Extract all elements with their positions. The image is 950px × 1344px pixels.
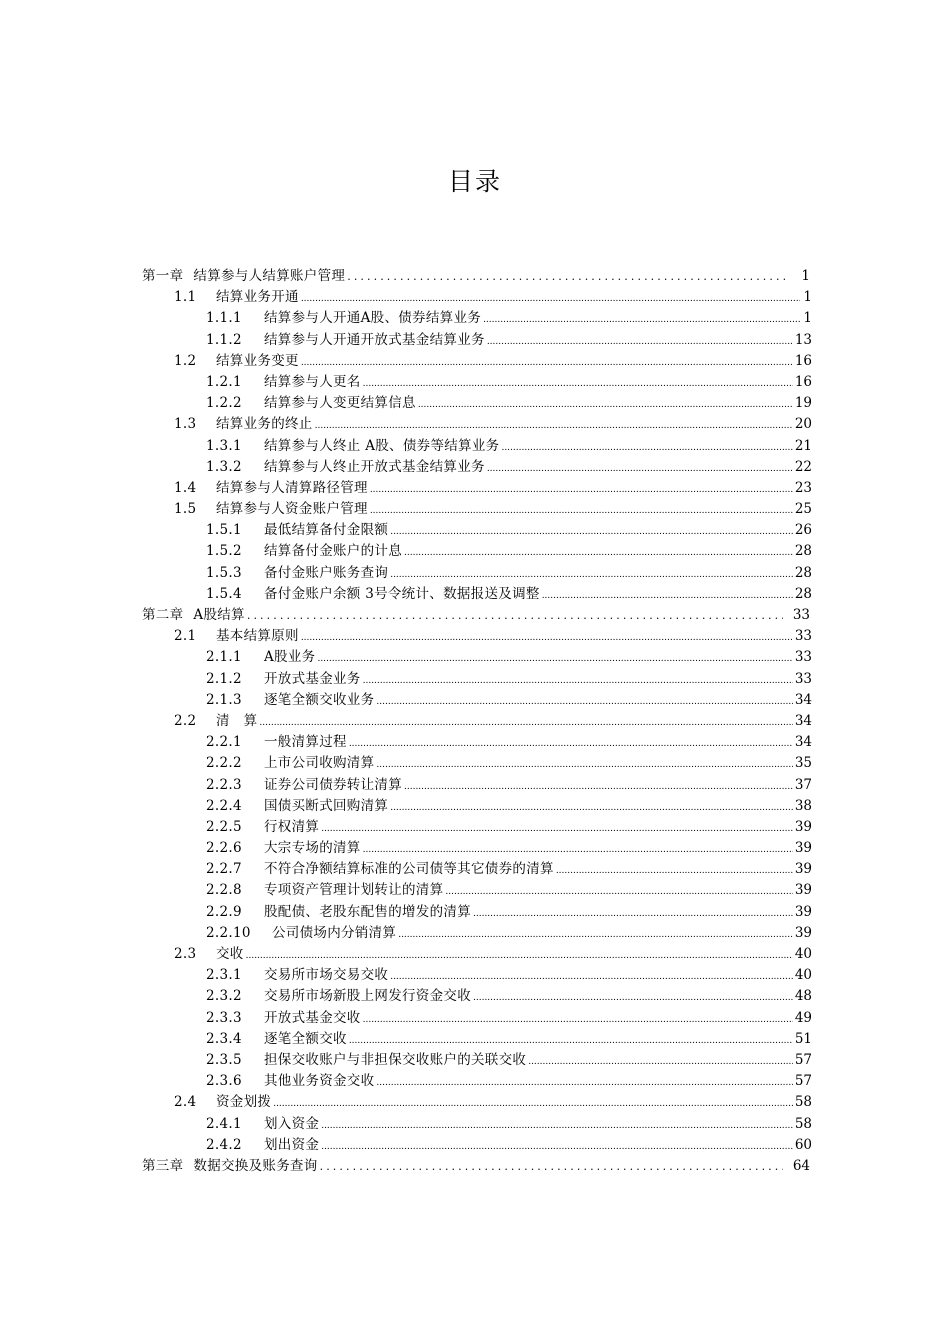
toc-page-number: 1 — [803, 289, 812, 306]
toc-entry[interactable] — [142, 775, 812, 796]
toc-entry[interactable] — [142, 393, 812, 414]
toc-entry-number: 2.2.1 — [206, 734, 242, 751]
toc-entry[interactable] — [142, 541, 812, 562]
toc-entry-title: 结算参与人资金账户管理 — [216, 501, 368, 518]
toc-entry-label — [174, 626, 299, 647]
toc-entry[interactable] — [142, 478, 812, 499]
toc-entry-label — [206, 1071, 374, 1092]
toc-entry-title: 结算参与人开通开放式基金结算业务 — [264, 331, 485, 348]
toc-entry-title: 交收 — [216, 946, 244, 962]
toc-entry-number: 2.2.5 — [206, 818, 242, 835]
toc-dot-leader — [483, 308, 800, 331]
toc-entry-title: 资金划拨 — [216, 1094, 272, 1111]
toc-dot-leader — [363, 372, 793, 395]
toc-entry-label — [206, 690, 374, 711]
toc-entry-title: 国债买断式回购清算 — [264, 797, 389, 814]
toc-entry-number: 1.5.2 — [206, 543, 242, 560]
toc-page-number: 22 — [794, 458, 812, 475]
toc-chapter-entry[interactable] — [142, 605, 812, 626]
toc-entry-label — [206, 1050, 526, 1071]
toc-entry[interactable] — [142, 880, 812, 901]
toc-entry-title: 交易所市场交易交收 — [264, 967, 389, 984]
toc-dot-leader — [376, 690, 792, 713]
toc-dot-leader — [404, 775, 793, 798]
toc-entry-number: 2.3.5 — [206, 1051, 242, 1068]
toc-entry[interactable] — [142, 986, 812, 1007]
toc-entry-title: 行权清算 — [264, 818, 320, 835]
toc-entry-number: 1.3 — [174, 416, 197, 433]
toc-entry-number: 1.3.1 — [206, 437, 242, 454]
toc-entry-label — [174, 1092, 271, 1113]
toc-entry-title: 结算参与人终止 A股、债券等结算业务 — [264, 437, 500, 454]
toc-dot-leader — [528, 1050, 793, 1073]
toc-entry[interactable] — [142, 584, 812, 605]
toc-entry-title: 大宗专场的清算 — [264, 840, 361, 857]
toc-page-number: 57 — [794, 1073, 812, 1090]
toc-entry-label — [206, 859, 554, 880]
toc-dot-leader — [404, 541, 793, 564]
toc-entry[interactable] — [142, 923, 812, 944]
toc-page-number: 28 — [794, 564, 812, 581]
toc-entry-label — [174, 478, 368, 499]
toc-entry-label — [206, 775, 402, 796]
toc-dot-leader — [390, 796, 793, 819]
toc-entry[interactable] — [142, 626, 812, 647]
toc-page-number: 33 — [794, 628, 812, 645]
toc-entry[interactable] — [142, 1071, 812, 1092]
toc-entry-label — [206, 1114, 319, 1135]
toc-entry-number: 1.2.1 — [206, 373, 242, 390]
toc-entry[interactable] — [142, 372, 812, 393]
toc-page-number: 33 — [792, 607, 810, 623]
toc-entry-number: 2.4 — [174, 1094, 197, 1111]
toc-entry[interactable] — [142, 1092, 812, 1113]
toc-entry[interactable] — [142, 457, 812, 478]
toc-entry-label — [206, 1029, 347, 1050]
toc-page-number: 1 — [803, 310, 812, 327]
toc-entry-title: 结算参与人变更结算信息 — [264, 395, 416, 412]
toc-page-number: 34 — [794, 734, 812, 751]
toc-dot-leader — [501, 436, 792, 459]
toc-page-number: 57 — [794, 1051, 812, 1068]
toc-entry[interactable] — [142, 859, 812, 880]
toc-entry-label — [206, 1135, 319, 1156]
toc-entry-label — [206, 372, 361, 393]
toc-page-number: 16 — [794, 352, 812, 369]
toc-entry-label — [206, 669, 361, 690]
toc-dot-leader — [390, 563, 793, 586]
toc-entry[interactable] — [142, 1135, 812, 1156]
toc-entry[interactable] — [142, 817, 812, 838]
toc-entry-number: 1.5.1 — [206, 522, 242, 539]
toc-entry-number: 1.1.2 — [206, 331, 242, 348]
toc-entry[interactable] — [142, 520, 812, 541]
toc-dot-leader — [317, 647, 792, 670]
toc-entry-title: 结算参与人终止开放式基金结算业务 — [264, 458, 485, 475]
toc-entry-number: 2.2.7 — [206, 861, 242, 878]
toc-entry-label — [206, 986, 471, 1007]
toc-dot-leader — [473, 902, 793, 925]
toc-entry-title: 一般清算过程 — [264, 734, 347, 751]
toc-page-number: 58 — [794, 1115, 812, 1132]
toc-page-number: 39 — [794, 882, 812, 899]
toc-entry-number: 2.1.1 — [206, 649, 242, 666]
toc-entry[interactable] — [142, 287, 812, 308]
toc-page-number: 35 — [794, 755, 812, 772]
toc-entry-label — [206, 923, 396, 944]
toc-dot-leader — [376, 753, 792, 776]
toc-page-number: 64 — [792, 1157, 810, 1174]
toc-dot-leader — [473, 986, 793, 1009]
toc-dot-leader — [247, 605, 783, 626]
toc-page-number: 23 — [794, 479, 812, 496]
toc-dot-leader — [418, 393, 793, 416]
toc-entry[interactable] — [142, 1114, 812, 1135]
toc-entry-label — [174, 351, 299, 372]
toc-entry-number: 2.2.8 — [206, 882, 242, 899]
toc-dot-leader — [349, 1029, 793, 1052]
toc-dot-leader — [370, 478, 793, 501]
toc-entry-title: 结算参与人清算路径管理 — [216, 479, 368, 496]
toc-entry-number: 第三章 — [142, 1157, 184, 1174]
toc-entry-title: 上市公司收购清算 — [264, 755, 375, 772]
toc-entry-title: 开放式基金交收 — [264, 1009, 361, 1026]
toc-entry[interactable] — [142, 796, 812, 817]
toc-entry-title: 划入资金 — [264, 1115, 320, 1132]
toc-entry[interactable] — [142, 753, 812, 774]
toc-entry[interactable] — [142, 1029, 812, 1050]
toc-entry-label — [142, 1156, 318, 1177]
toc-entry-number: 2.2.10 — [206, 924, 251, 941]
toc-entry-number: 1.3.2 — [206, 458, 242, 475]
toc-entry-number: 2.1.2 — [206, 670, 242, 687]
toc-entry-title: 公司债场内分销清算 — [272, 924, 397, 941]
toc-entry-title: 专项资产管理计划转让的清算 — [264, 882, 444, 899]
toc-entry-number: 1.2.2 — [206, 395, 242, 412]
toc-entry-title: 划出资金 — [264, 1136, 320, 1153]
toc-entry[interactable] — [142, 902, 812, 923]
toc-dot-leader — [370, 499, 793, 522]
toc-page-number: 39 — [794, 903, 812, 920]
toc-entry[interactable] — [142, 732, 812, 753]
toc-dot-leader — [246, 944, 793, 967]
toc-entry-label — [206, 732, 347, 753]
toc-entry-title: 逐笔全额交收业务 — [264, 691, 375, 708]
toc-entry-title: 结算业务的终止 — [216, 416, 313, 433]
toc-entry-title: 结算业务开通 — [216, 289, 299, 306]
toc-dot-leader — [363, 669, 793, 692]
toc-dot-leader — [542, 584, 793, 607]
toc-entry-label — [142, 266, 345, 287]
toc-page-number: 13 — [794, 331, 812, 348]
toc-entry-title: A股结算 — [193, 607, 245, 623]
toc-entry[interactable] — [142, 690, 812, 711]
toc-dot-leader — [273, 1092, 793, 1115]
toc-page-number: 58 — [794, 1094, 812, 1111]
toc-entry[interactable] — [142, 499, 812, 520]
toc-entry-number: 1.5.3 — [206, 564, 242, 581]
toc-entry[interactable] — [142, 1050, 812, 1071]
toc-entry-title: 结算业务变更 — [216, 352, 299, 369]
toc-chapter-entry[interactable] — [142, 1156, 812, 1177]
toc-entry-label — [206, 308, 481, 329]
toc-entry-number: 第一章 — [142, 268, 184, 284]
toc-dot-leader — [301, 287, 800, 310]
toc-dot-leader — [390, 520, 793, 543]
toc-entry[interactable] — [142, 436, 812, 457]
toc-dot-leader — [363, 1008, 793, 1031]
toc-page-number: 20 — [794, 416, 812, 433]
toc-entry-label — [206, 457, 485, 478]
toc-entry-number: 1.5 — [174, 501, 197, 518]
toc-entry-number: 2.2.4 — [206, 797, 242, 814]
toc-entry-title: 备付金账户账务查询 — [264, 564, 389, 581]
toc-page-number: 49 — [794, 1009, 812, 1026]
toc-dot-leader — [487, 457, 793, 480]
toc-entry-title: A股业务 — [264, 649, 316, 666]
toc-entry-title: 逐笔全额交收 — [264, 1030, 347, 1047]
toc-entry-title: 结算参与人结算账户管理 — [193, 268, 346, 284]
toc-entry-label — [174, 414, 313, 435]
toc-dot-leader — [347, 266, 790, 287]
toc-dot-leader — [349, 732, 793, 755]
toc-dot-leader — [556, 859, 793, 882]
toc-page-number: 21 — [794, 437, 812, 454]
toc-entry-number: 2.2.2 — [206, 755, 242, 772]
toc-entry-label — [206, 753, 374, 774]
toc-entry-label — [174, 711, 257, 732]
toc-page-number: 28 — [794, 585, 812, 602]
page-title: 目录 — [447, 167, 502, 196]
toc-entry-label — [206, 880, 443, 901]
toc-entry-number: 1.5.4 — [206, 585, 242, 602]
toc-page-number: 1 — [801, 268, 810, 284]
toc-dot-leader — [487, 330, 793, 353]
toc-page-number: 34 — [794, 691, 812, 708]
toc-page-number: 28 — [794, 543, 812, 560]
toc-page-number: 33 — [794, 649, 812, 666]
toc-entry-number: 2.2 — [174, 712, 197, 729]
toc-page-number: 25 — [794, 501, 812, 518]
toc-entry-title: 结算参与人开通A股、债券结算业务 — [264, 310, 482, 327]
toc-entry[interactable] — [142, 308, 812, 329]
toc-entry-title: 担保交收账户与非担保交收账户的关联交收 — [264, 1051, 527, 1068]
toc-dot-leader — [301, 626, 793, 649]
toc-chapter-entry[interactable] — [142, 266, 812, 287]
toc-entry-number: 2.4.2 — [206, 1136, 242, 1153]
toc-entry-label — [206, 584, 540, 605]
toc-entry-label — [206, 796, 388, 817]
toc-entry-number: 1.1.1 — [206, 310, 242, 327]
toc-entry-number: 2.3.3 — [206, 1009, 242, 1026]
toc-entry-title: 结算备付金账户的计息 — [264, 543, 402, 560]
toc-entry-number: 2.2.6 — [206, 840, 242, 857]
toc-entry-title: 股配债、老股东配售的增发的清算 — [264, 903, 471, 920]
toc-entry-number: 2.1.3 — [206, 691, 242, 708]
toc-entry[interactable] — [142, 669, 812, 690]
toc-entry-number: 第二章 — [142, 607, 184, 623]
toc-dot-leader — [321, 1135, 793, 1158]
toc-dot-leader — [321, 817, 793, 840]
toc-entry-title: 最低结算备付金限额 — [264, 522, 389, 539]
toc-dot-leader — [301, 351, 793, 374]
toc-entry-label — [174, 287, 299, 308]
toc-entry-number: 2.4.1 — [206, 1115, 242, 1132]
toc-dot-leader — [320, 1156, 783, 1177]
toc-entry-label — [174, 499, 368, 520]
toc-entry-title: 其他业务资金交收 — [264, 1073, 375, 1090]
toc-entry-number: 1.1 — [174, 289, 197, 306]
toc-page-number: 39 — [794, 840, 812, 857]
toc-entry-title: 结算参与人更名 — [264, 373, 361, 390]
toc-dot-leader — [363, 838, 793, 861]
toc-page-number: 39 — [794, 818, 812, 835]
toc-page-number: 40 — [794, 946, 812, 962]
toc-page-number: 40 — [794, 967, 812, 984]
toc-entry-label — [142, 605, 245, 626]
toc-entry[interactable] — [142, 711, 812, 732]
toc-entry-label — [206, 647, 315, 668]
toc-dot-leader — [390, 965, 793, 988]
toc-entry-number: 1.4 — [174, 479, 197, 496]
toc-entry-number: 2.2.9 — [206, 903, 242, 920]
toc-entry-label — [206, 965, 388, 986]
toc-entry-title: 不符合净额结算标准的公司债等其它债券的清算 — [264, 861, 554, 878]
toc-entry-label — [174, 944, 244, 965]
toc-entry-label — [206, 541, 402, 562]
table-of-contents — [142, 266, 812, 1177]
toc-entry-number: 2.2.3 — [206, 776, 242, 793]
toc-page-number: 51 — [794, 1030, 812, 1047]
toc-entry-number: 2.3.6 — [206, 1073, 242, 1090]
toc-dot-leader — [376, 1071, 792, 1094]
toc-entry-title: 备付金账户余额 3号令统计、数据报送及调整 — [264, 585, 540, 602]
toc-page-number: 16 — [794, 373, 812, 390]
toc-page-number: 37 — [794, 776, 812, 793]
toc-entry[interactable] — [142, 563, 812, 584]
toc-page-number: 33 — [794, 670, 812, 687]
toc-entry-label — [206, 393, 416, 414]
toc-entry[interactable] — [142, 647, 812, 668]
toc-entry[interactable] — [142, 414, 812, 435]
toc-dot-leader — [259, 711, 792, 734]
toc-page-number: 48 — [794, 988, 812, 1005]
toc-entry-title: 证券公司债券转让清算 — [264, 776, 402, 793]
toc-entry-label — [206, 838, 361, 859]
toc-entry-number: 2.3 — [174, 946, 197, 962]
toc-page-number: 60 — [794, 1136, 812, 1153]
toc-entry-number: 2.3.4 — [206, 1030, 242, 1047]
toc-dot-leader — [321, 1114, 793, 1137]
toc-entry-label — [206, 520, 388, 541]
toc-entry[interactable] — [142, 838, 812, 859]
toc-page-number: 34 — [794, 712, 812, 729]
toc-entry-number: 2.1 — [174, 628, 197, 645]
toc-entry[interactable] — [142, 965, 812, 986]
toc-entry-title: 基本结算原则 — [216, 628, 299, 645]
toc-entry-label — [206, 902, 471, 923]
toc-entry-label — [206, 1008, 361, 1029]
toc-entry[interactable] — [142, 351, 812, 372]
toc-entry-number: 2.3.1 — [206, 967, 242, 984]
toc-page-number: 19 — [794, 395, 812, 412]
toc-page-number: 26 — [794, 522, 812, 539]
toc-dot-leader — [398, 923, 793, 946]
toc-entry-number: 1.2 — [174, 352, 197, 369]
toc-entry[interactable] — [142, 330, 812, 351]
toc-dot-leader — [445, 880, 792, 903]
toc-entry-title: 开放式基金业务 — [264, 670, 361, 687]
toc-entry-title: 数据交换及账务查询 — [193, 1157, 318, 1174]
toc-page-number: 39 — [794, 924, 812, 941]
toc-entry-label — [206, 436, 499, 457]
toc-entry[interactable] — [142, 1008, 812, 1029]
toc-entry-title: 交易所市场新股上网发行资金交收 — [264, 988, 471, 1005]
toc-entry-label — [206, 817, 319, 838]
toc-page-number: 39 — [794, 861, 812, 878]
toc-entry-number: 2.3.2 — [206, 988, 242, 1005]
toc-entry-title: 清 算 — [216, 712, 258, 729]
toc-entry[interactable] — [142, 944, 812, 965]
toc-dot-leader — [315, 414, 793, 437]
toc-entry-label — [206, 563, 388, 584]
toc-page-number: 38 — [794, 797, 812, 814]
toc-entry-label — [206, 330, 485, 351]
